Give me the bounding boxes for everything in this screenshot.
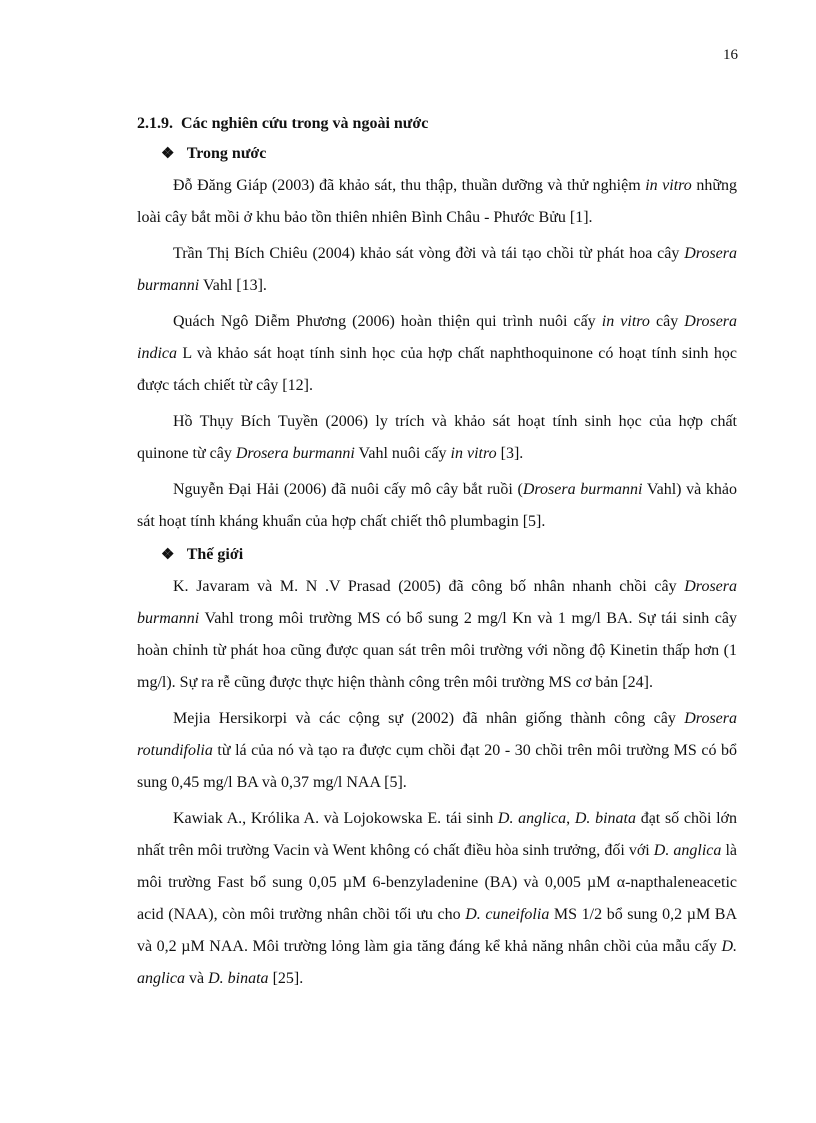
paragraph (137, 306, 737, 402)
text-run: Hồ Thụy Bích Tuyền (2006) ly trích và khảo sát hoạt tính sinh học của hợp chất quinone từ cây (137, 413, 737, 462)
text-run: Nguyễn Đại Hải (2006) đã nuôi cấy mô cây bắt ruồi ( (173, 481, 523, 498)
italic-text: Drosera indica (137, 313, 738, 362)
text-run: từ lá của nó và tạo ra được cụm chồi đạt 20 - 30 chồi trên môi trường MS có bổ sung 0,45 mg/l BA và 0,37 mg/l NAA [5]. (137, 742, 737, 791)
paragraph (137, 170, 737, 234)
text-run: Vahl) và khảo sát hoạt tính kháng khuẩn của hợp chất chiết thô plumbagin [5]. (137, 481, 738, 530)
section-title: Các nghiên cứu trong và ngoài nước (181, 115, 429, 132)
paragraph (137, 406, 737, 470)
italic-text: in vitro (645, 177, 692, 194)
italic-text: D. cuneifolia (465, 906, 550, 923)
text-run: và (185, 970, 209, 987)
text-run: Đỗ Đăng Giáp (2003) đã khảo sát, thu thập, thuần dưỡng và thử nghiệm (173, 177, 646, 194)
text-run: đạt số chồi lớn nhất trên môi trường Vacin và Went không có chất điều hòa sinh trưởng, đối với (137, 810, 738, 859)
italic-text: Drosera burmanni (522, 481, 643, 498)
text-run: Vahl trong môi trường MS có bổ sung 2 mg/l Kn và 1 mg/l BA. Sự tái sinh cây hoàn chỉnh từ phát hoa cũng được quan sát trên môi trường với nồng độ Kinetin thấp hơn (1 mg/l). Sự ra rễ cũng được thực hiện thành công trên môi trường MS cơ bản [24]. (137, 610, 737, 691)
subheading-domestic (137, 141, 737, 167)
text-run: là môi trường Fast bổ sung 0,05 µM 6-benzyladenine (BA) và 0,005 µM α-napthaleneacetic acid (NAA), còn môi trường nhân chồi tối ưu cho (137, 842, 738, 923)
subheading-label: Trong nước (186, 145, 267, 162)
text-run: K. Javaram và M. N .V Prasad (2005) đã công bố nhân nhanh chồi cây (173, 578, 685, 595)
italic-text: D. anglica (653, 842, 722, 859)
text-run: những loài cây bắt mồi ở khu bảo tồn thiên nhiên Bình Châu - Phước Bửu [1]. (137, 177, 738, 226)
italic-text: Drosera burmanni (137, 578, 737, 627)
text-run: [3]. (496, 445, 524, 462)
document-body (137, 112, 737, 999)
italic-text: in vitro (601, 313, 650, 330)
diamond-bullet-icon: ❖ (161, 547, 175, 563)
italic-text: in vitro (450, 445, 497, 462)
diamond-bullet-icon: ❖ (161, 146, 175, 162)
text-run: Quách Ngô Diễm Phương (2006) hoàn thiện qui trình nuôi cấy (173, 313, 602, 330)
paragraph (137, 238, 737, 302)
italic-text: Drosera rotundifolia (137, 710, 737, 759)
text-run: [25]. (268, 970, 304, 987)
italic-text: D. binata (574, 810, 636, 827)
text-run: L và khảo sát hoạt tính sinh học của hợp chất naphthoquinone có hoạt tính sinh học được tách chiết từ cây [12]. (137, 345, 737, 394)
text-run: MS 1/2 bổ sung 0,2 µM BA và 0,2 µM NAA. Môi trường lỏng làm gia tăng đáng kể khả năng nhân chồi của mẫu cấy (137, 906, 737, 955)
text-run: Vahl nuôi cấy (354, 445, 451, 462)
paragraph (137, 474, 737, 538)
italic-text: D. anglica (497, 810, 567, 827)
italic-text: Drosera burmanni (137, 245, 737, 294)
paragraph (137, 803, 737, 995)
subheading-label: Thế giới (186, 546, 244, 563)
italic-text: D. binata (208, 970, 269, 987)
subheading-world (137, 542, 737, 568)
page-number: 16 (723, 47, 738, 63)
section-number: 2.1.9. (137, 115, 173, 132)
text-run: Kawiak A., Królika A. và Lojokowska E. tái sinh (173, 810, 498, 827)
domestic-paragraphs (137, 170, 737, 538)
italic-text: Drosera burmanni (235, 445, 355, 462)
italic-text: D. anglica (137, 938, 737, 987)
section-heading (137, 112, 737, 136)
paragraph (137, 571, 737, 699)
text-run: Mejia Hersikorpi và các cộng sự (2002) đã nhân giống thành công cây (173, 710, 685, 727)
world-paragraphs (137, 571, 737, 995)
text-run: , (566, 810, 575, 827)
text-run: cây (649, 313, 685, 330)
text-run: Trần Thị Bích Chiêu (2004) khảo sát vòng đời và tái tạo chồi từ phát hoa cây (173, 245, 685, 262)
paragraph (137, 703, 737, 799)
text-run: Vahl [13]. (199, 277, 267, 294)
